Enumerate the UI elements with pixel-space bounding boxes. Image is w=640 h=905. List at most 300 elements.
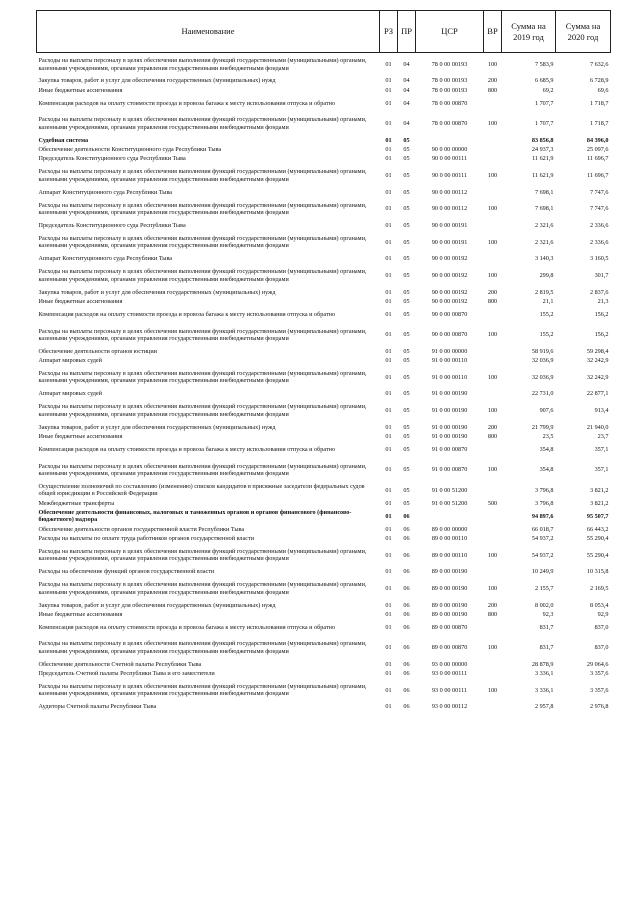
table-row (37, 423, 611, 432)
row-sum-2020: 1 718,7 (589, 120, 609, 128)
row-sum-2020: 3 821,2 (589, 486, 609, 494)
row-name: Расходы на выплаты персоналу в целях обеспечения выполнения функций государственными (муниципальными) органами, казенными учреждениями, органами управления государственными внебюджетными фондами (38, 116, 367, 131)
row-pr: 05 (403, 433, 410, 441)
table-row (37, 254, 611, 263)
row-pr: 05 (403, 446, 410, 454)
row-pr: 05 (403, 271, 410, 279)
row-csr: 91 0 00 00870 (431, 466, 468, 474)
table-row (37, 636, 611, 660)
row-vr: 200 (487, 288, 498, 296)
row-sum-2020: 11 696,7 (587, 172, 609, 180)
row-rz: 01 (385, 499, 392, 507)
table-row (37, 669, 611, 678)
row-pr: 05 (403, 310, 410, 318)
row-vr (484, 669, 502, 678)
row-vr: 100 (487, 584, 498, 592)
row-sum-2019: 3 336,1 (534, 686, 554, 694)
row-sum-2019: 54 937,2 (531, 551, 554, 559)
row-name: Расходы на выплаты персоналу в целях обеспечения выполнения функций государственными (муниципальными) органами, казенными учреждениями, органами управления государственными внебюджетными фондами (38, 581, 367, 596)
row-name: Аппарат Конституционного суда Республики Тыва (38, 188, 173, 196)
row-vr (484, 508, 502, 525)
row-csr: 93 0 00 00111 (431, 670, 468, 678)
row-sum-2020: 92,9 (597, 610, 609, 618)
row-csr: 90 0 00 00000 (431, 146, 468, 154)
row-sum-2020: 8 053,4 (589, 601, 609, 609)
row-vr (484, 702, 502, 711)
row-rz: 01 (385, 120, 392, 128)
row-csr: 91 0 00 00000 (431, 347, 468, 355)
row-pr: 06 (403, 660, 410, 668)
row-sum-2019: 3 796,8 (534, 486, 554, 494)
row-vr: 800 (487, 297, 498, 305)
row-sum-2019: 54 937,2 (531, 534, 554, 542)
row-name: Обеспечение деятельности финансовых, налоговых и таможенных органов и органов финансового (финансово-бюджетного) надзора (38, 508, 352, 524)
row-pr: 05 (403, 221, 410, 229)
row-sum-2019: 8 002,0 (534, 601, 554, 609)
row-sum-2020: 2 837,6 (589, 288, 609, 296)
row-sum-2020: 2 336,6 (589, 238, 609, 246)
table-row (37, 164, 611, 188)
row-sum-2020: 29 064,6 (586, 660, 609, 668)
row-vr (484, 660, 502, 669)
table-row (37, 577, 611, 601)
row-csr: 89 0 00 00870 (431, 644, 468, 652)
row-pr: 06 (403, 670, 410, 678)
header-name: Наименование (37, 11, 380, 53)
row-rz: 01 (385, 310, 392, 318)
row-rz: 01 (385, 146, 392, 154)
row-name: Расходы на выплаты персоналу в целях обеспечения выполнения функций государственными (муниципальными) органами, казенными учреждениями, органами управления государственными внебюджетными фондами (38, 168, 367, 183)
row-csr: 90 0 00 00111 (431, 155, 468, 163)
row-pr: 04 (403, 77, 410, 85)
row-name: Обеспечение деятельности органов государственной власти Республики Тыва (38, 525, 245, 533)
row-vr: 100 (487, 686, 498, 694)
row-rz: 01 (385, 703, 392, 711)
row-rz: 01 (385, 297, 392, 305)
row-vr (484, 619, 502, 636)
row-name: Расходы на выплаты персоналу в целях обеспечения выполнения функций государственными (муниципальными) органами, казенными учреждениями, органами управления государственными внебюджетными фондами (38, 201, 367, 216)
row-sum-2020: 2 976,8 (589, 703, 609, 711)
row-sum-2019: 354,8 (539, 446, 554, 454)
row-vr: 100 (487, 373, 498, 381)
row-pr: 06 (403, 568, 410, 576)
budget-table (36, 10, 611, 712)
row-name: Осуществление полномочий по составлению (изменению) списков кандидатов в присяжные заседатели федеральных судов общей юрисдикции в Российской Федерации (38, 482, 365, 498)
row-rz: 01 (385, 407, 392, 415)
row-rz: 01 (385, 188, 392, 196)
row-rz: 01 (385, 288, 392, 296)
row-csr: 89 0 00 00190 (431, 584, 468, 592)
row-sum-2019: 2 155,7 (534, 584, 554, 592)
row-csr: 89 0 00 00190 (431, 568, 468, 576)
row-rz: 01 (385, 623, 392, 631)
row-sum-2019: 94 897,6 (531, 512, 554, 520)
row-vr: 500 (487, 499, 498, 507)
table-row (37, 197, 611, 221)
row-rz: 01 (385, 446, 392, 454)
row-sum-2019: 2 321,6 (534, 238, 554, 246)
row-pr: 05 (403, 205, 410, 213)
row-sum-2020: 32 242,9 (586, 357, 609, 365)
row-name: Председатель Счетной палаты Республики Тыва и его заместители (38, 670, 215, 678)
row-vr (484, 95, 502, 112)
row-pr: 05 (403, 172, 410, 180)
row-rz: 01 (385, 486, 392, 494)
row-rz: 01 (385, 670, 392, 678)
table-row (37, 53, 611, 77)
row-sum-2019: 2 819,5 (534, 288, 554, 296)
row-pr: 06 (403, 644, 410, 652)
table-row (37, 297, 611, 306)
row-name: Расходы на выплаты персоналу в целях обеспечения выполнения функций государственными (муниципальными) органами, казенными учреждениями, органами управления государственными внебюджетными фондами (38, 57, 367, 72)
table-row (37, 306, 611, 323)
row-rz: 01 (385, 644, 392, 652)
row-pr: 05 (403, 331, 410, 339)
row-csr: 91 0 00 51200 (431, 499, 468, 507)
row-sum-2020: 156,2 (594, 310, 609, 318)
row-rz: 01 (385, 534, 392, 542)
row-sum-2019: 354,8 (539, 466, 554, 474)
row-name: Компенсация расходов на оплату стоимости проезда и провоза багажа к месту использования отпуска и обратно (38, 310, 336, 318)
row-vr: 800 (487, 433, 498, 441)
row-csr: 78 0 00 00193 (431, 86, 468, 94)
row-sum-2019: 299,8 (539, 271, 554, 279)
row-sum-2020: 913,4 (594, 407, 609, 415)
row-sum-2020: 357,1 (594, 446, 609, 454)
row-pr: 06 (403, 703, 410, 711)
row-pr: 05 (403, 407, 410, 415)
row-csr: 90 0 00 00870 (431, 310, 468, 318)
row-csr: 93 0 00 00111 (431, 686, 468, 694)
table-row (37, 86, 611, 95)
document-page (36, 10, 610, 712)
row-csr: 91 0 00 00190 (431, 390, 468, 398)
row-name: Расходы на выплаты персоналу в целях обеспечения выполнения функций государственными (муниципальными) органами, казенными учреждениями, органами управления государственными внебюджетными фондами (38, 547, 367, 563)
row-vr: 100 (487, 466, 498, 474)
row-pr: 05 (403, 297, 410, 305)
row-pr: 05 (403, 188, 410, 196)
row-name: Аппарат мировых судей (38, 357, 102, 365)
table-row (37, 264, 611, 288)
row-vr (484, 154, 502, 163)
row-sum-2020: 32 242,9 (586, 373, 609, 381)
row-sum-2019: 1 707,7 (534, 99, 554, 107)
row-pr: 05 (403, 499, 410, 507)
row-sum-2020: 55 290,4 (586, 551, 609, 559)
header-sum-2020: Сумма на 2020 год (556, 11, 611, 53)
row-pr: 05 (403, 238, 410, 246)
row-sum-2020: 357,1 (594, 466, 609, 474)
row-sum-2020: 3 160,5 (589, 255, 609, 263)
row-name: Расходы на выплаты персоналу в целях обеспечения выполнения функций государственными (муниципальными) органами, казенными учреждениями, органами управления государственными внебюджетными фондами (38, 683, 367, 698)
row-csr: 90 0 00 00192 (431, 297, 468, 305)
table-row (37, 678, 611, 702)
row-rz: 01 (385, 172, 392, 180)
row-pr: 06 (403, 584, 410, 592)
row-vr: 100 (487, 644, 498, 652)
row-vr: 100 (487, 551, 498, 559)
table-row (37, 221, 611, 230)
row-rz: 01 (385, 347, 392, 355)
row-sum-2019: 10 249,9 (531, 568, 554, 576)
row-csr: 89 0 00 00870 (431, 623, 468, 631)
row-pr: 06 (403, 534, 410, 542)
row-sum-2020: 1 718,7 (589, 99, 609, 107)
row-sum-2020: 21,3 (597, 297, 609, 305)
row-pr: 05 (403, 155, 410, 163)
row-sum-2019: 7 698,1 (534, 205, 554, 213)
row-sum-2019: 66 018,7 (531, 525, 554, 533)
row-rz: 01 (385, 551, 392, 559)
row-rz: 01 (385, 466, 392, 474)
table-row (37, 660, 611, 669)
row-name: Расходы на выплаты персоналу в целях обеспечения выполнения функций государственными (муниципальными) органами, казенными учреждениями, органами управления государственными внебюджетными фондами (38, 327, 367, 342)
row-csr: 93 0 00 00000 (431, 660, 468, 668)
row-rz: 01 (385, 77, 392, 85)
row-pr: 06 (403, 623, 410, 631)
row-name: Компенсация расходов на оплату стоимости проезда и провоза багажа к месту использования отпуска и обратно (38, 99, 336, 107)
row-name: Закупка товаров, работ и услуг для обеспечения государственных (муниципальных) нужд (38, 601, 276, 609)
table-row (37, 441, 611, 458)
row-csr: 91 0 00 51200 (431, 486, 468, 494)
table-row (37, 610, 611, 619)
row-sum-2020: 55 290,4 (586, 534, 609, 542)
table-row (37, 432, 611, 441)
row-csr: 90 0 00 00192 (431, 271, 468, 279)
row-pr: 06 (403, 525, 410, 533)
row-sum-2020: 22 877,1 (586, 390, 609, 398)
row-sum-2019: 2 321,6 (534, 221, 554, 229)
row-vr (484, 482, 502, 499)
row-sum-2019: 7 698,1 (534, 188, 554, 196)
row-csr: 91 0 00 00110 (431, 373, 468, 381)
row-vr (484, 347, 502, 356)
row-pr: 05 (403, 146, 410, 154)
row-pr: 05 (403, 255, 410, 263)
table-row (37, 567, 611, 576)
row-csr (416, 508, 484, 525)
row-sum-2020: 7 632,6 (589, 61, 609, 69)
row-name: Компенсация расходов на оплату стоимости проезда и провоза багажа к месту использования отпуска и обратно (38, 446, 336, 454)
table-row (37, 76, 611, 85)
row-sum-2020: 21 940,0 (586, 423, 609, 431)
row-sum-2019: 6 685,9 (534, 77, 554, 85)
row-rz: 01 (385, 601, 392, 609)
row-sum-2020: 66 443,2 (586, 525, 609, 533)
row-csr: 78 0 00 00870 (431, 99, 468, 107)
row-name: Аппарат Конституционного суда Республики Тыва (38, 255, 173, 263)
row-sum-2020: 10 315,8 (586, 568, 609, 576)
table-row (37, 389, 611, 398)
table-row (37, 154, 611, 163)
table-row (37, 136, 611, 145)
row-sum-2019: 11 621,9 (532, 172, 554, 180)
row-csr: 89 0 00 00190 (431, 610, 468, 618)
row-name: Председатель Конституционного суда Республики Тыва (38, 221, 186, 229)
row-sum-2019: 24 937,3 (531, 146, 554, 154)
table-row (37, 365, 611, 389)
row-sum-2020: 2 336,6 (589, 221, 609, 229)
row-rz: 01 (385, 99, 392, 107)
row-name: Закупка товаров, работ и услуг для обеспечения государственных (муниципальных) нужд (38, 423, 276, 431)
row-csr: 89 0 00 00000 (431, 525, 468, 533)
row-name: Иные бюджетные ассигнования (38, 86, 123, 94)
row-vr: 200 (487, 423, 498, 431)
row-csr: 90 0 00 00192 (431, 288, 468, 296)
row-sum-2020: 84 396,0 (586, 136, 609, 144)
row-sum-2020: 837,0 (594, 623, 609, 631)
row-sum-2019: 3 796,8 (534, 499, 554, 507)
table-row (37, 619, 611, 636)
row-sum-2020: 95 507,7 (586, 512, 609, 520)
row-rz: 01 (385, 221, 392, 229)
row-vr: 100 (487, 120, 498, 128)
row-vr: 100 (487, 205, 498, 213)
header-vr: ВР (484, 11, 502, 53)
row-csr: 89 0 00 00110 (431, 534, 468, 542)
row-sum-2020: 6 728,9 (589, 77, 609, 85)
row-sum-2020: 59 298,4 (586, 347, 609, 355)
row-sum-2020: 7 747,6 (589, 205, 609, 213)
table-row (37, 499, 611, 508)
header-rz: РЗ (380, 11, 398, 53)
row-csr: 90 0 00 00112 (431, 205, 468, 213)
row-pr: 05 (403, 486, 410, 494)
row-sum-2020: 156,2 (594, 331, 609, 339)
table-row (37, 347, 611, 356)
row-pr: 04 (403, 61, 410, 69)
row-vr: 200 (487, 77, 498, 85)
row-csr: 78 0 00 00193 (431, 61, 468, 69)
row-vr: 100 (487, 331, 498, 339)
row-rz: 01 (385, 238, 392, 246)
row-sum-2019: 83 856,8 (531, 136, 554, 144)
row-sum-2019: 7 583,9 (534, 61, 554, 69)
row-csr: 90 0 00 00111 (431, 172, 468, 180)
row-name: Компенсация расходов на оплату стоимости проезда и провоза багажа к месту использования отпуска и обратно (38, 623, 336, 631)
row-rz: 01 (385, 433, 392, 441)
row-vr: 100 (487, 238, 498, 246)
row-sum-2019: 22 731,0 (531, 390, 554, 398)
row-name: Расходы на выплаты персоналу в целях обеспечения выполнения функций государственными (муниципальными) органами, казенными учреждениями, органами управления государственными внебюджетными фондами (38, 268, 367, 283)
table-row (37, 482, 611, 499)
row-rz: 01 (385, 61, 392, 69)
row-sum-2019: 155,2 (539, 310, 554, 318)
row-sum-2019: 58 919,6 (531, 347, 554, 355)
row-name: Иные бюджетные ассигнования (38, 433, 123, 441)
row-csr (416, 136, 484, 145)
table-row (37, 230, 611, 254)
row-vr: 800 (487, 610, 498, 618)
row-name: Расходы на выплаты персоналу в целях обеспечения выполнения функций государственными (муниципальными) органами, казенными учреждениями, органами управления государственными внебюджетными фондами (38, 462, 367, 477)
row-rz: 01 (385, 357, 392, 365)
row-vr (484, 567, 502, 576)
row-vr: 800 (487, 86, 498, 94)
row-sum-2019: 92,3 (542, 610, 554, 618)
table-row (37, 508, 611, 525)
row-rz: 01 (385, 331, 392, 339)
row-pr: 04 (403, 99, 410, 107)
row-vr (484, 221, 502, 230)
row-pr: 06 (403, 601, 410, 609)
row-csr: 89 0 00 00190 (431, 601, 468, 609)
row-vr: 100 (487, 407, 498, 415)
row-rz: 01 (385, 660, 392, 668)
row-sum-2020: 25 097,6 (586, 146, 609, 154)
row-csr: 90 0 00 00191 (431, 238, 468, 246)
row-pr: 05 (403, 347, 410, 355)
table-row (37, 95, 611, 112)
row-vr (484, 534, 502, 543)
row-sum-2019: 32 036,9 (531, 357, 554, 365)
row-sum-2020: 3 821,2 (589, 499, 609, 507)
row-pr: 06 (403, 551, 410, 559)
row-sum-2019: 69,2 (542, 86, 554, 94)
row-sum-2019: 23,5 (542, 433, 554, 441)
row-csr: 91 0 00 00190 (431, 433, 468, 441)
row-name: Председатель Конституционного суда Республики Тыва (38, 155, 186, 163)
row-vr (484, 356, 502, 365)
row-name: Расходы на выплаты персоналу в целях обеспечения выполнения функций государственными (муниципальными) органами, казенными учреждениями, органами управления государственными внебюджетными фондами (38, 234, 367, 250)
table-row (37, 288, 611, 297)
row-csr: 93 0 00 00112 (431, 703, 468, 711)
row-sum-2020: 301,7 (594, 271, 609, 279)
row-name: Обеспечение деятельности органов юстиции (38, 347, 157, 355)
table-header (37, 11, 611, 53)
row-vr: 100 (487, 172, 498, 180)
row-pr: 04 (403, 86, 410, 94)
row-csr: 91 0 00 00190 (431, 407, 468, 415)
row-pr: 05 (403, 423, 410, 431)
row-csr: 91 0 00 00110 (431, 357, 468, 365)
row-sum-2019: 28 878,9 (531, 660, 554, 668)
row-name: Расходы на выплаты персоналу в целях обеспечения выполнения функций государственными (муниципальными) органами, казенными учреждениями, органами управления государственными внебюджетными фондами (38, 640, 367, 655)
row-vr (484, 441, 502, 458)
row-sum-2019: 3 140,3 (534, 255, 554, 263)
table-row (37, 112, 611, 136)
row-rz: 01 (385, 584, 392, 592)
row-sum-2019: 32 036,9 (531, 373, 554, 381)
row-sum-2019: 831,7 (539, 644, 554, 652)
row-name: Расходы на выплаты персоналу в целях обеспечения выполнения функций государственными (муниципальными) органами, казенными учреждениями, органами управления государственными внебюджетными фондами (38, 403, 367, 418)
row-csr: 91 0 00 00190 (431, 423, 468, 431)
row-name: Расходы на выплаты по оплате труда работников органов государственной власти (38, 534, 255, 542)
row-sum-2019: 2 957,8 (534, 703, 554, 711)
row-csr: 89 0 00 00110 (431, 551, 468, 559)
table-row (37, 600, 611, 609)
table-row (37, 458, 611, 482)
header-csr: ЦСР (416, 11, 484, 53)
table-row (37, 534, 611, 543)
row-sum-2019: 21 799,9 (531, 423, 554, 431)
row-pr: 06 (403, 512, 410, 520)
row-sum-2020: 11 696,7 (587, 155, 609, 163)
row-vr: 100 (487, 61, 498, 69)
row-name: Иные бюджетные ассигнования (38, 610, 123, 618)
row-rz: 01 (385, 86, 392, 94)
row-vr: 200 (487, 601, 498, 609)
row-sum-2019: 11 621,9 (532, 155, 554, 163)
row-rz: 01 (385, 136, 392, 144)
row-name: Межбюджетные трансферты (38, 499, 115, 507)
row-rz: 01 (385, 271, 392, 279)
row-sum-2019: 21,1 (542, 297, 554, 305)
row-vr (484, 525, 502, 534)
row-sum-2019: 1 707,7 (534, 120, 554, 128)
row-pr: 05 (403, 357, 410, 365)
row-rz: 01 (385, 512, 392, 520)
row-pr: 05 (403, 466, 410, 474)
